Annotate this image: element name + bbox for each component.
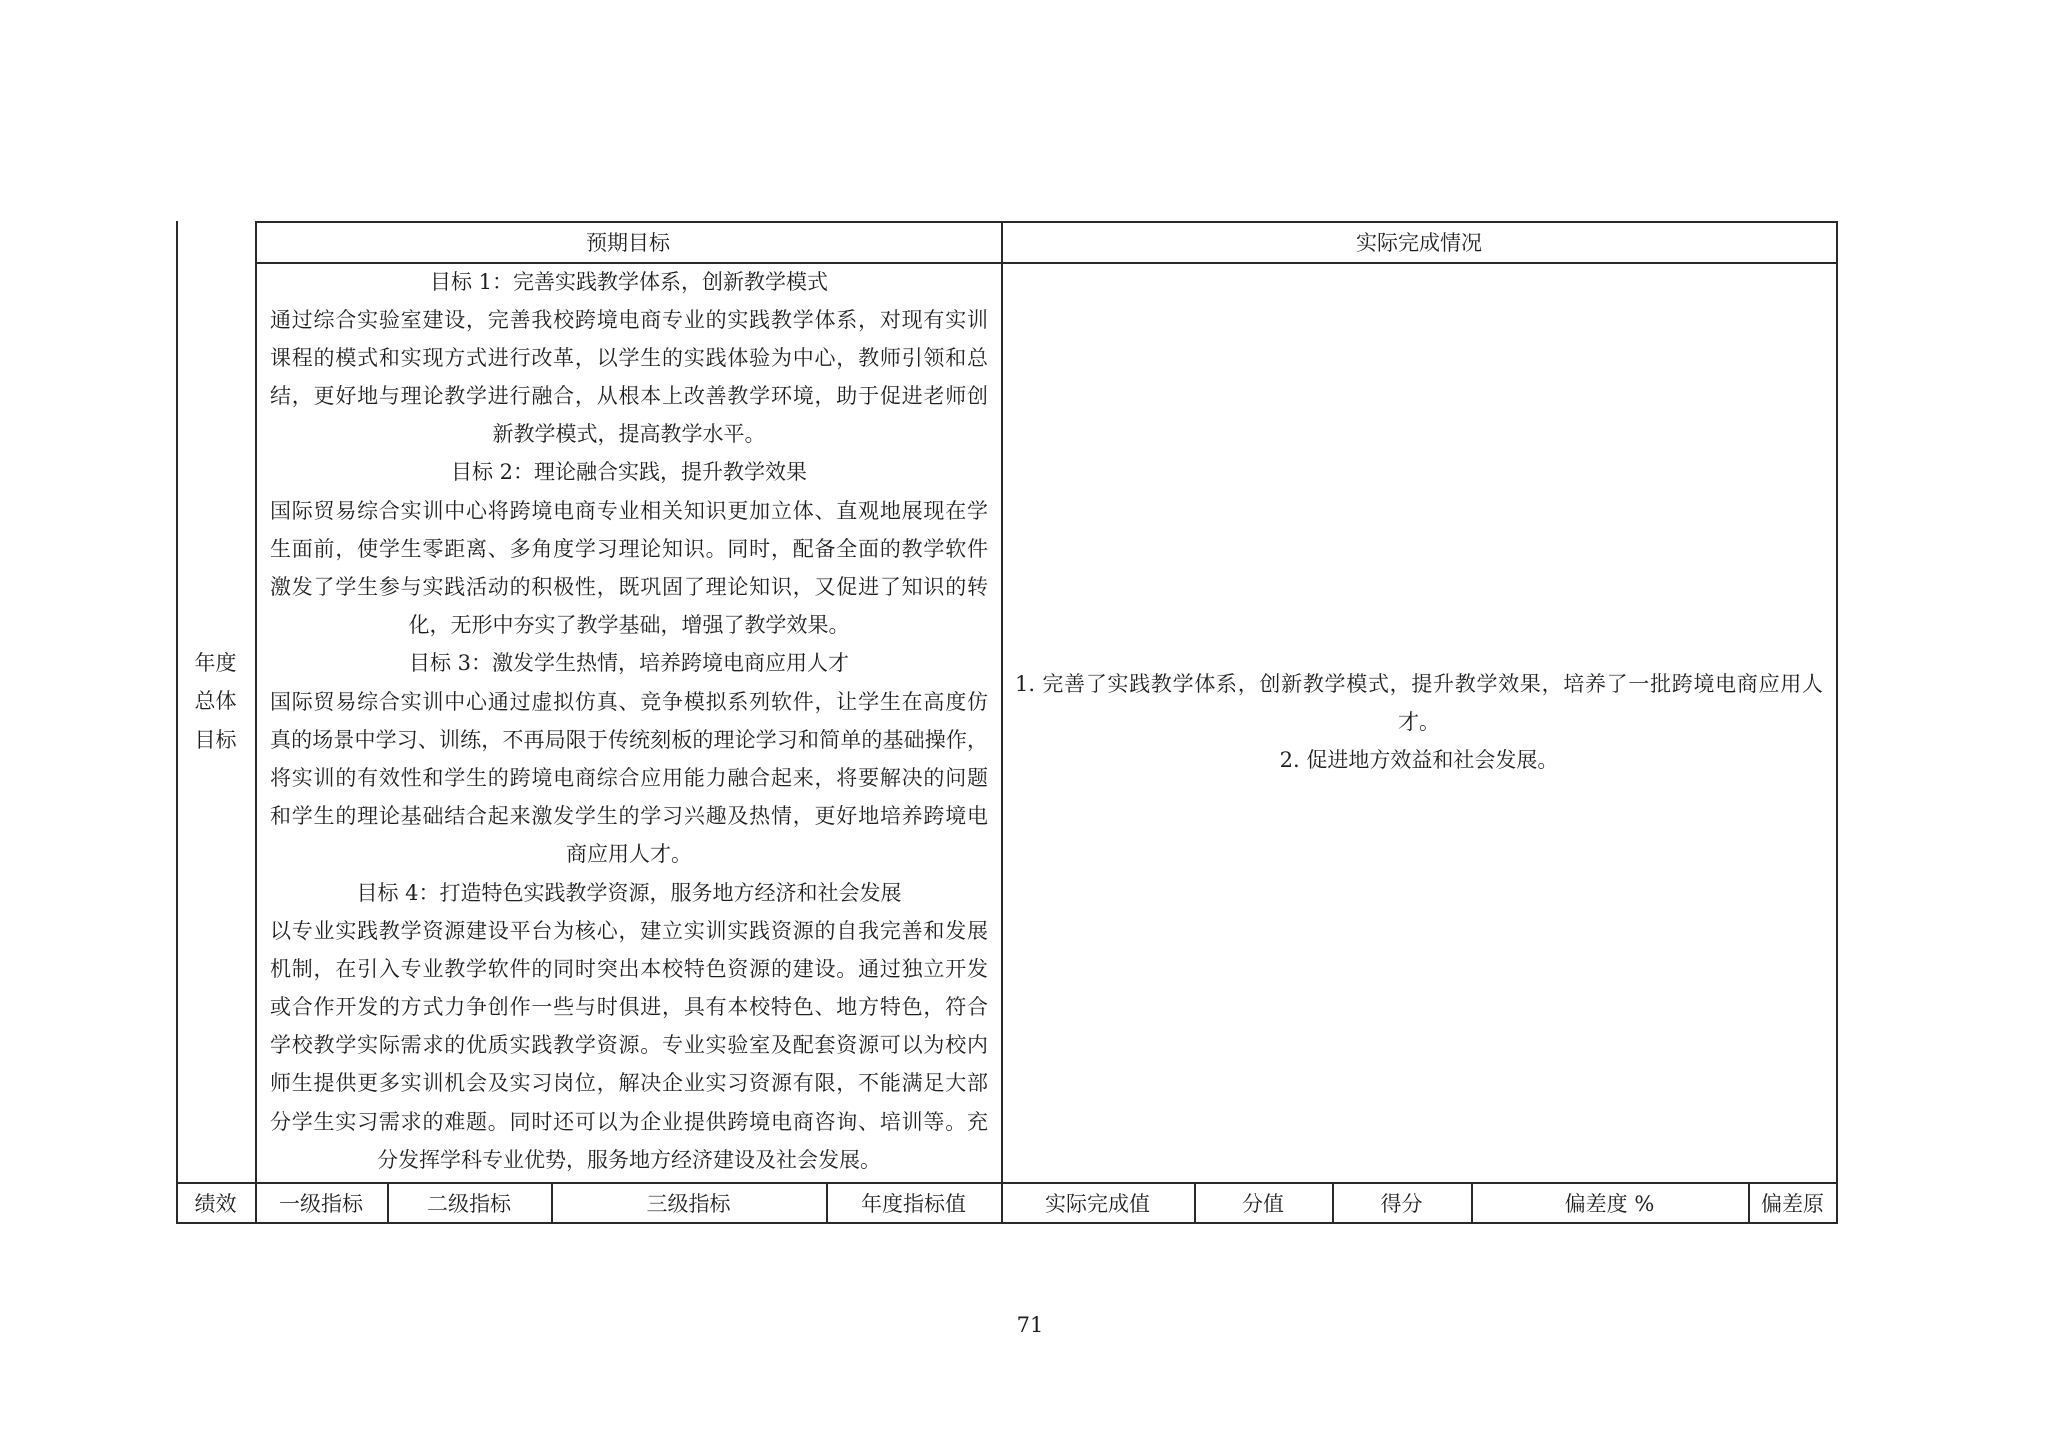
goal-text-line: 分发挥学科专业优势，服务地方经济建设及社会发展。 [377, 1147, 881, 1172]
goal-text-line: 真的场景中学习、训练，不再局限于传统刻板的理论学习和简单的基础操作， [270, 727, 988, 752]
actual-completion-cell [1015, 262, 1823, 1182]
perf-col-level2-indicator: 二级指标 [427, 1191, 511, 1216]
perf-col-deviation: 偏差度 % [1564, 1191, 1655, 1216]
goal-text-line: 结，更好地与理论教学进行融合，从根本上改善教学环境，助于促进老师创 [270, 384, 988, 409]
row-label-line: 总体 [194, 689, 237, 714]
goal-text-line: 国际贸易综合实训中心通过虚拟仿真、竞争模拟系列软件，让学生在高度仿 [270, 689, 988, 714]
goal-text-line: 化，无形中夯实了教学基础，增强了教学效果。 [408, 613, 850, 638]
goal-text-line: 激发了学生参与实践活动的积极性，既巩固了理论知识，又促进了知识的转 [270, 575, 988, 599]
page-number: 71 [1016, 1313, 1044, 1337]
perf-col-level3-indicator: 三级指标 [646, 1191, 731, 1216]
perf-col-score-weight: 分值 [1242, 1191, 1284, 1216]
goal-text-line: 国际贸易综合实训中心将跨境电商专业相关知识更加立体、直观地展现在学 [270, 498, 988, 523]
row-label-line: 目标 [194, 727, 237, 752]
completion-text-line: 1. 完善了实践教学体系，创新教学模式，提升教学效果，培养了一批跨境电商应用人 [1015, 671, 1823, 696]
perf-col-deviation-reason: 偏差原 [1761, 1191, 1824, 1216]
row-label-line: 年度 [194, 651, 237, 676]
header-expected-goal: 预期目标 [586, 230, 670, 255]
goal-heading: 目标 1：完善实践教学体系，创新教学模式 [429, 269, 829, 294]
perf-col-actual-value: 实际完成值 [1045, 1191, 1150, 1216]
goal-text-line: 生面前，使学生零距离、多角度学习理论知识。同时，配备全面的教学软件 [270, 536, 988, 561]
header-actual-completion: 实际完成情况 [1356, 230, 1482, 255]
goal-text-line: 以专业实践教学资源建设平台为核心，建立实训实践资源的自我完善和发展 [270, 918, 988, 943]
goal-heading: 目标 3：激发学生热情，培养跨境电商应用人才 [408, 651, 850, 676]
goal-heading: 目标 4：打造特色实践教学资源，服务地方经济和社会发展 [356, 880, 902, 905]
completion-text-line: 才。 [1398, 709, 1440, 734]
goal-text-line: 新教学模式，提高教学水平。 [492, 422, 766, 447]
goal-text-line: 分学生实习需求的难题。同时还可以为企业提供跨境电商咨询、培训等。充 [270, 1109, 988, 1134]
goal-text-line: 和学生的理论基础结合起来激发学生的学习兴趣及热情，更好地培养跨境电 [270, 804, 988, 829]
goal-text-line: 课程的模式和实现方式进行改革，以学生的实践体验为中心，教师引领和总 [270, 345, 988, 370]
table-rule [1836, 221, 1838, 1224]
expected-goals-cell [270, 263, 988, 1180]
goal-heading: 目标 2：理论融合实践，提升教学效果 [450, 460, 808, 485]
row-label-annual-goal [176, 221, 255, 1182]
goal-text-line: 机制，在引入专业教学软件的同时突出本校特色资源的建设。通过独立开发 [270, 956, 988, 981]
perf-col-annual-target: 年度指标值 [861, 1191, 966, 1216]
completion-text-line: 2. 促进地方效益和社会发展。 [1279, 748, 1559, 773]
perf-label: 绩效 [194, 1191, 237, 1216]
perf-col-level1-indicator: 一级指标 [279, 1191, 363, 1216]
goal-text-line: 商应用人才。 [566, 842, 692, 867]
goal-text-line: 师生提供更多实训机会及实习岗位，解决企业实习资源有限，不能满足大部 [270, 1071, 988, 1096]
perf-col-score: 得分 [1380, 1191, 1423, 1216]
goal-text-line: 通过综合实验室建设，完善我校跨境电商专业的实践教学体系，对现有实训 [270, 307, 988, 332]
table-rule [1001, 221, 1003, 1224]
goal-text-line: 将实训的有效性和学生的跨境电商综合应用能力融合起来，将要解决的问题 [270, 765, 988, 790]
table-rule [255, 221, 257, 1224]
goal-text-line: 或合作开发的方式力争创作一些与时俱进，具有本校特色、地方特色，符合 [270, 995, 988, 1020]
goal-text-line: 学校教学实际需求的优质实践教学资源。专业实验室及配套资源可以为校内 [270, 1033, 988, 1058]
